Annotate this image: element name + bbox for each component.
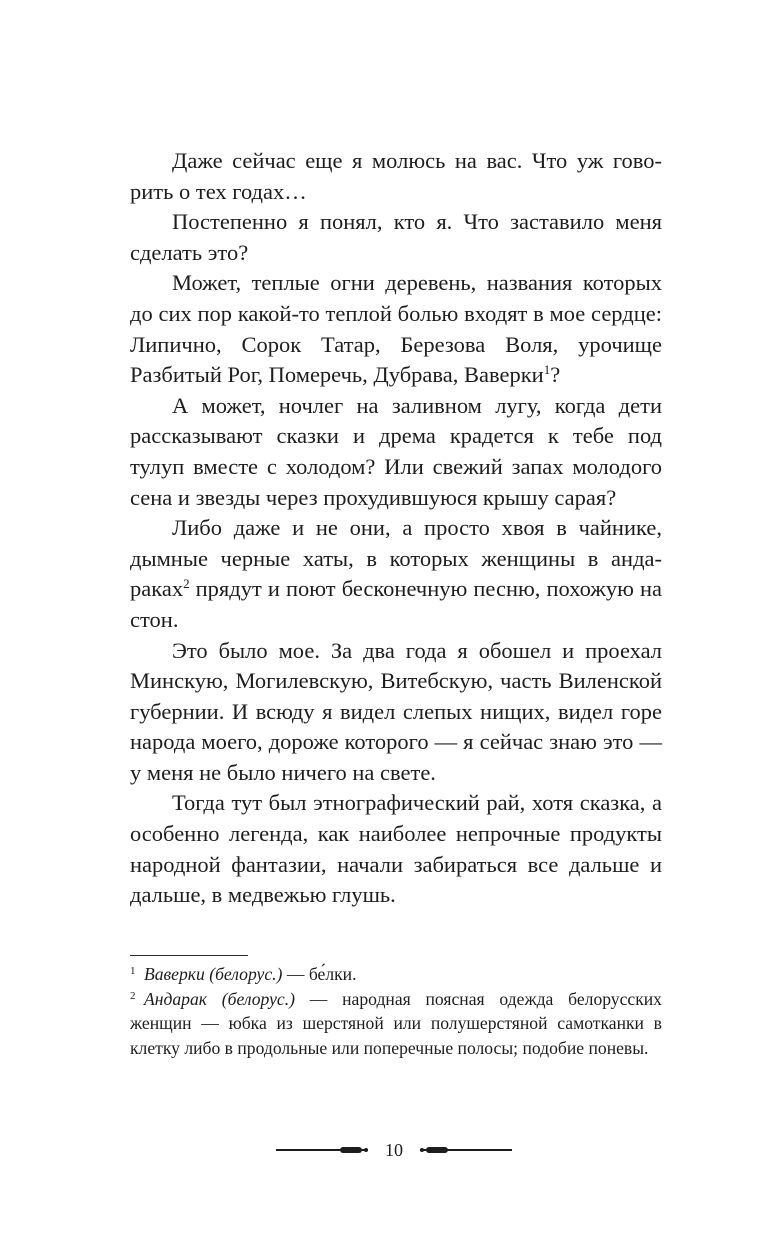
paragraph: Это было мое. За два года я обошел и проехал Минскую, Могилевскую, Витебскую, часть Виленской губернии. И всюду я видел слепых нищих, видел горе народа моего, дороже которого — я сейчас знаю это — у меня не было ничего на свете. — [130, 637, 662, 785]
footnote-term: Ваверки (белорус.) — [144, 964, 283, 984]
footnote-term: Андарак (белорус.) — [144, 988, 295, 1009]
paragraph-text: Либо даже и не они, а просто хвоя в чайнике, дымные черные хаты, в которых женщины в андараках — [130, 515, 662, 602]
paragraph: А может, ночлег на заливном лугу, когда дети рассказывают сказки и дрема крадется к тебе под тулуп вместе с холодом? Или свежий запах молодого сена и звезды через прохудившуюся крышу сарая? — [130, 392, 662, 510]
paragraph: Даже сейчас еще я молюсь на вас. Что уж говорить о тех годах… — [130, 148, 662, 204]
paragraph-text: прядут и поют бесконечную песню, похожую на стон. — [130, 576, 662, 632]
page-number: 10 — [385, 1140, 403, 1160]
footnote-reference: 1 — [543, 362, 551, 378]
main-text — [130, 146, 662, 911]
ornament-left-icon — [276, 1149, 368, 1151]
footnotes — [130, 962, 662, 1060]
footnote-separator — [130, 955, 248, 956]
footnote: 1 Ваверки (белорус.) — бе́лки. — [130, 964, 357, 984]
paragraph: Тогда тут был этнографический рай, хотя сказка, а особенно легенда, как наиболее непрочные продукты народной фантазии, начали забираться все дальше и дальше, в медвежью глушь. — [130, 790, 662, 908]
footnote-reference: 2 — [183, 576, 190, 592]
paragraph — [130, 513, 662, 635]
footnote-text: — народная поясная одежда белорусских женщин — юбка из шерстяной или полушерстяной самотканки в клетку либо в продольные или поперечные полосы; подобие поневы. — [130, 988, 662, 1058]
page-footer — [0, 1139, 768, 1161]
paragraph — [130, 268, 662, 390]
footnote-text: — бе́лки. — [282, 964, 357, 984]
ornament-right-icon — [420, 1149, 512, 1151]
paragraph: Постепенно я понял, кто я. Что заставило меня сделать это? — [130, 209, 662, 265]
paragraph-text: ? — [550, 362, 561, 388]
paragraph-text: Может, теплые огни деревень, названия которых до сих пор какой-то теплой болью входят в мое сердце: Липично, Сорок Татар, Березова Воля, урочище Разбитый Рог, Померечь, Дубрава, Ваверки — [130, 270, 662, 388]
footnote: 2 Андарак (белорус.) — народная поясная одежда белорусских женщин — юбка из шерстяной или полушерстяной самотканки в клетку либо в продольные или поперечные полосы; подобие поневы. — [130, 988, 662, 1058]
